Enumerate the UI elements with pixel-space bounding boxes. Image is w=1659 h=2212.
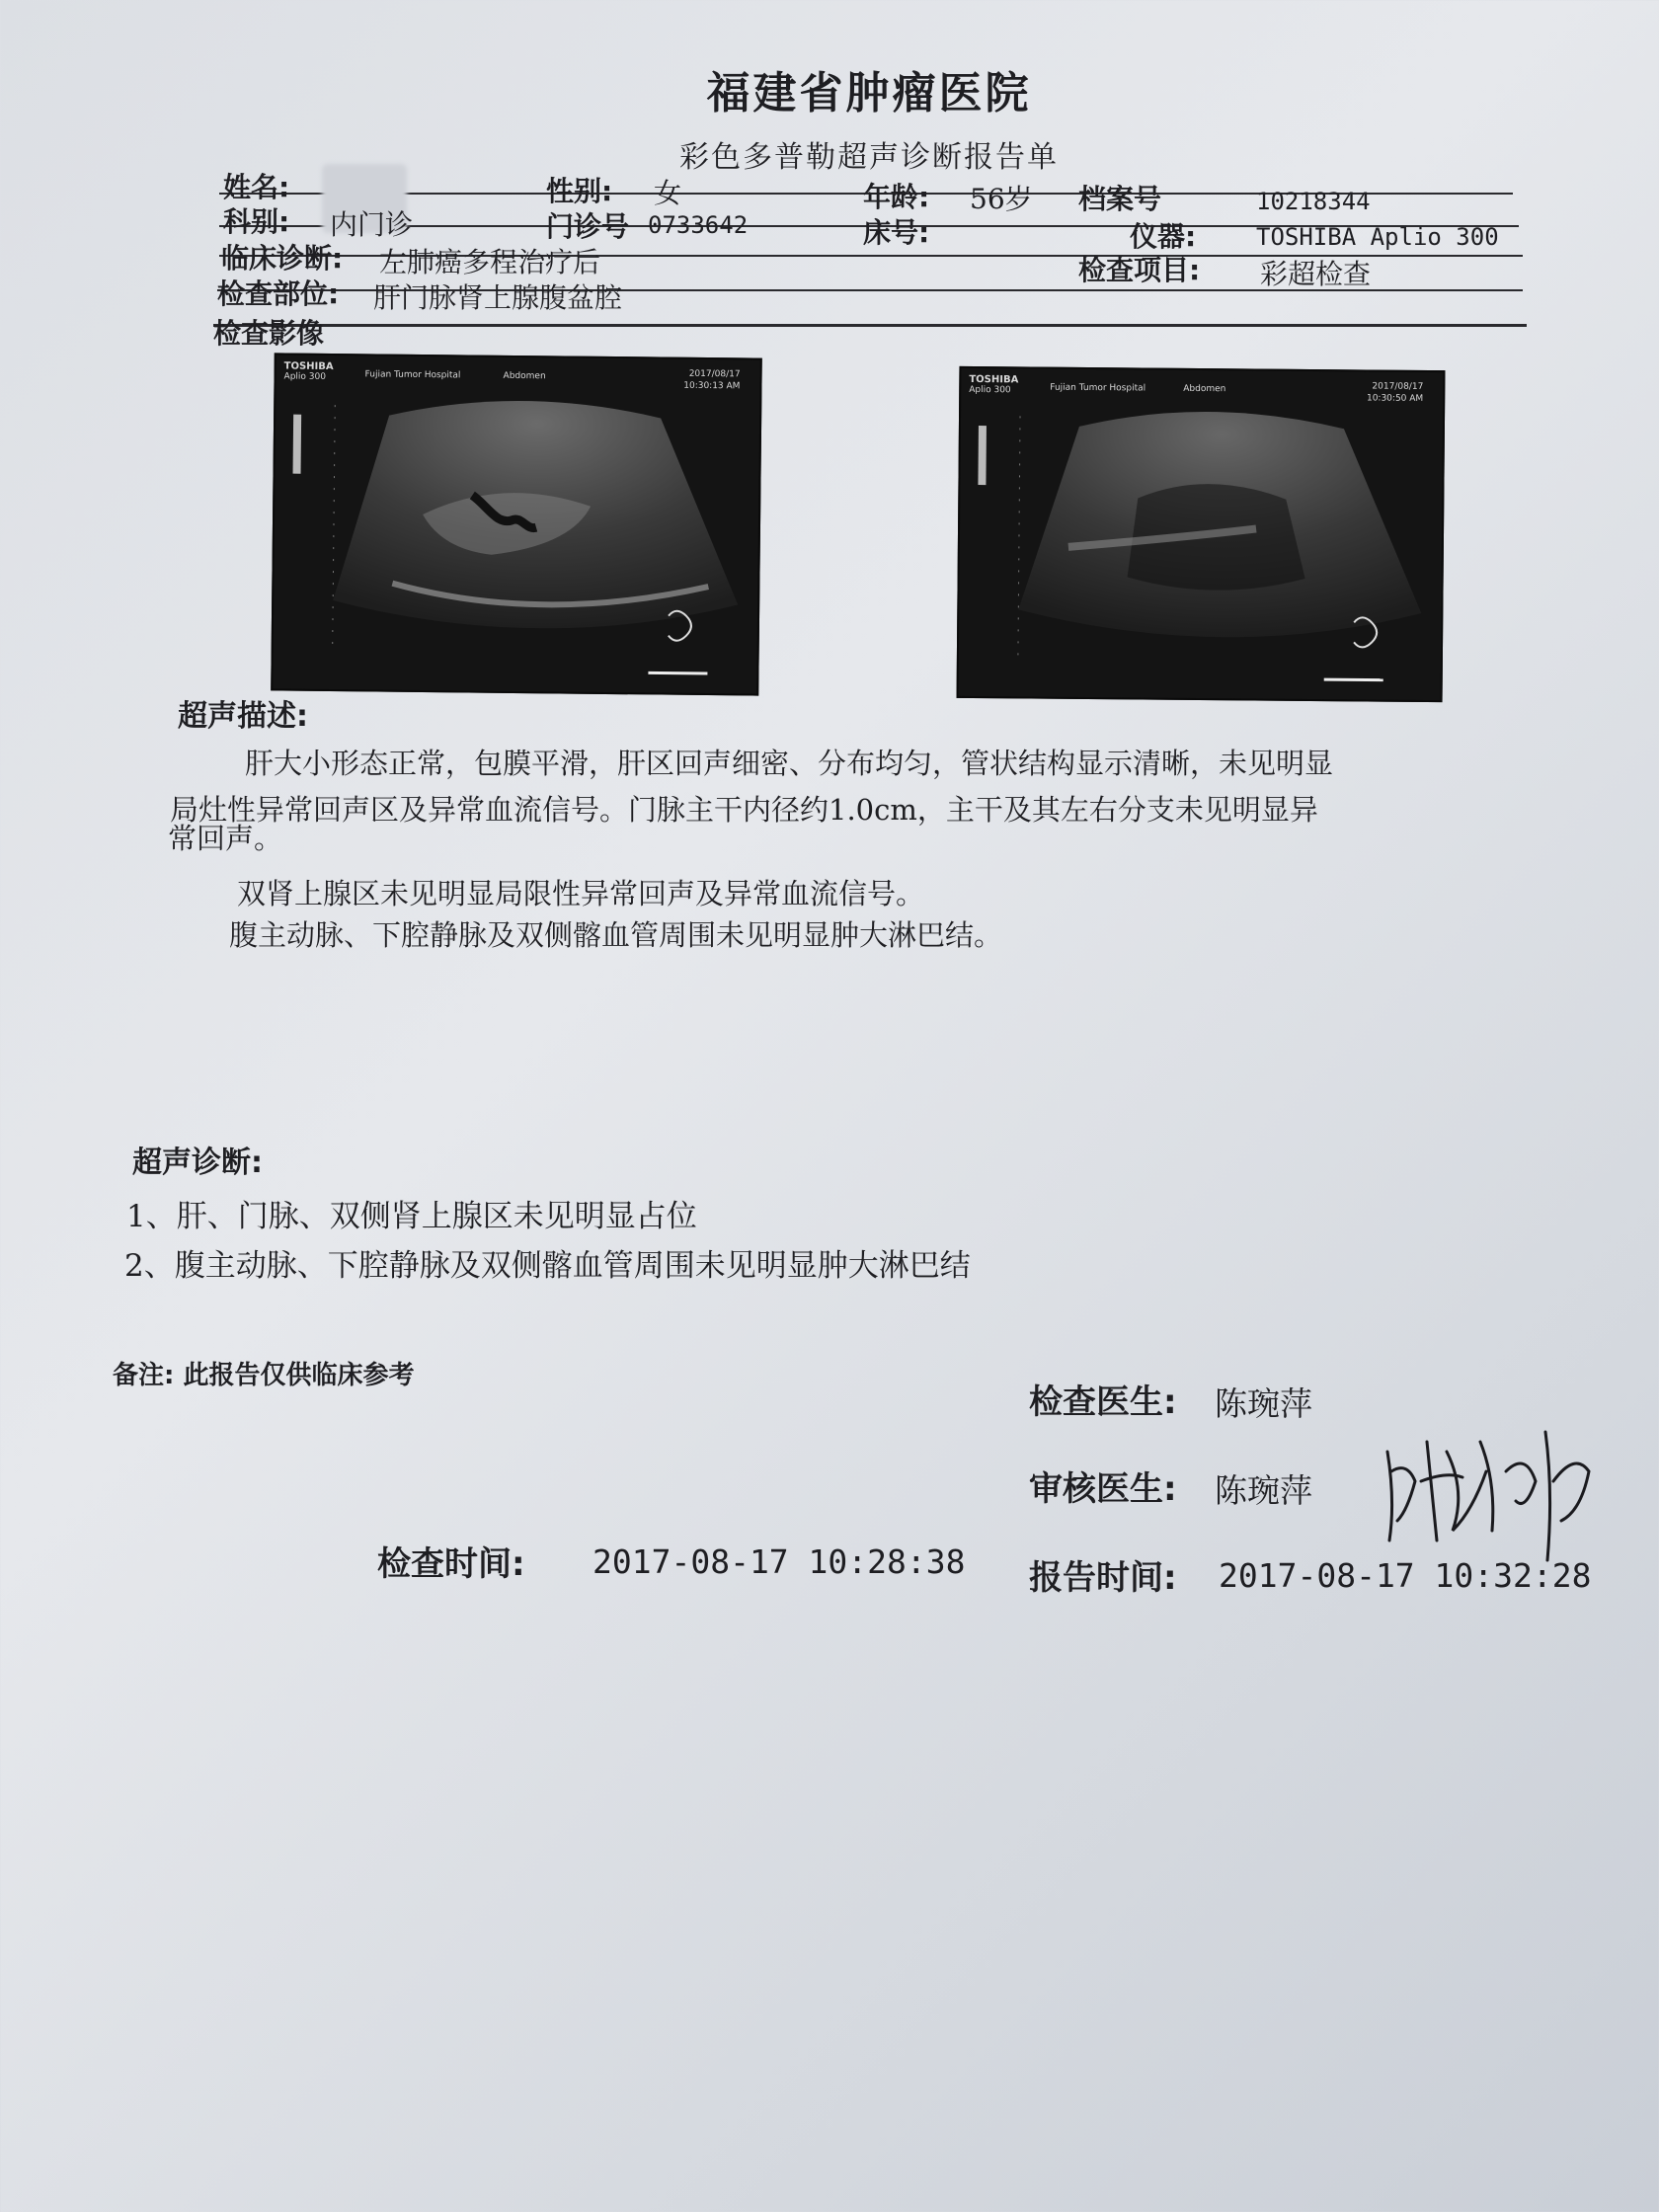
gender-label: 性别: xyxy=(546,175,613,207)
clinical-dx-value: 左肺癌多程治疗后 xyxy=(379,246,601,278)
brand-left: TOSHIBA xyxy=(283,360,334,373)
report-time-label: 报告时间: xyxy=(1029,1558,1177,1598)
date-left: 2017/08/17 xyxy=(688,368,741,380)
diagnosis-label: 超声诊断: xyxy=(132,1146,263,1180)
dept-label: 科别: xyxy=(223,205,290,238)
diagnosis-item-1: 1、肝、门脉、双侧肾上腺区未见明显占位 xyxy=(126,1199,697,1234)
file-no-value: 10218344 xyxy=(1256,188,1371,215)
instrument-label: 仪器: xyxy=(1130,220,1197,253)
description-line-3: 常回声。 xyxy=(168,822,283,855)
reviewer-label: 审核医生: xyxy=(1029,1469,1177,1509)
name-label: 姓名: xyxy=(223,171,290,203)
time-left: 10:30:13 AM xyxy=(683,380,741,392)
ultrasound-header-right xyxy=(961,368,1443,428)
exam-item-value: 彩超检查 xyxy=(1260,258,1372,290)
disclaimer-note: 备注: 此报告仅供临床参考 xyxy=(113,1361,415,1390)
hospital-right: Fujian Tumor Hospital xyxy=(1050,382,1146,394)
images-label: 检查影像 xyxy=(213,317,325,350)
instrument-value: TOSHIBA Aplio 300 xyxy=(1256,223,1499,251)
exam-site-value: 肝门脉肾上腺腹盆腔 xyxy=(373,281,623,314)
ultrasound-header-left xyxy=(276,355,760,415)
model-right: Aplio 300 xyxy=(969,384,1011,396)
examiner-value: 陈琬萍 xyxy=(1215,1384,1312,1423)
rule-line xyxy=(213,324,1527,327)
clinic-no-value: 0733642 xyxy=(648,211,749,239)
exam-site-label: 检查部位: xyxy=(217,277,340,310)
signature-icon xyxy=(1378,1412,1615,1570)
age-label: 年龄: xyxy=(863,181,930,213)
description-label: 超声描述: xyxy=(178,699,308,734)
bed-label: 床号: xyxy=(863,216,930,249)
exam-item-label: 检查项目: xyxy=(1078,254,1201,286)
report-time-value: 2017-08-17 10:32:28 xyxy=(1219,1556,1592,1595)
time-right: 10:30:50 AM xyxy=(1366,393,1424,404)
gender-value: 女 xyxy=(654,177,682,209)
date-right: 2017/08/17 xyxy=(1372,381,1424,392)
clinic-no-label: 门诊号 xyxy=(546,210,630,243)
dept-value: 内门诊 xyxy=(330,208,414,241)
hospital-left: Fujian Tumor Hospital xyxy=(364,369,461,381)
ultrasound-image-left xyxy=(271,353,762,695)
description-line-5: 腹主动脉、下腔静脉及双侧髂血管周围未见明显肿大淋巴结。 xyxy=(229,918,1003,952)
preset-left: Abdomen xyxy=(503,370,546,382)
reviewer-value: 陈琬萍 xyxy=(1215,1471,1312,1510)
description-line-4: 双肾上腺区未见明显局限性异常回声及异常血流信号。 xyxy=(237,877,925,910)
ultrasound-image-right xyxy=(957,366,1446,702)
description-line-2: 局灶性异常回声区及异常血流信号。门脉主干内径约1.0cm，主干及其左右分支未见明显异 xyxy=(170,793,1318,827)
description-line-1: 肝大小形态正常，包膜平滑，肝区回声细密、分布均匀，管状结构显示清晰，未见明显 xyxy=(245,747,1334,780)
exam-time-label: 检查时间: xyxy=(377,1544,525,1584)
clinical-dx-label: 临床诊断: xyxy=(221,242,344,275)
hospital-name: 福建省肿瘤医院 xyxy=(706,68,1032,118)
examiner-label: 检查医生: xyxy=(1029,1382,1177,1422)
reviewer-signature xyxy=(1378,1412,1615,1574)
exam-time-value: 2017-08-17 10:28:38 xyxy=(592,1542,966,1581)
age-value: 56岁 xyxy=(970,183,1033,215)
diagnosis-item-2: 2、腹主动脉、下腔静脉及双侧髂血管周围未见明显肿大淋巴结 xyxy=(124,1248,971,1284)
preset-right: Abdomen xyxy=(1183,383,1226,395)
file-no-label: 档案号 xyxy=(1078,183,1162,215)
brand-right: TOSHIBA xyxy=(969,373,1019,386)
model-left: Aplio 300 xyxy=(283,371,327,382)
report-title: 彩色多普勒超声诊断报告单 xyxy=(679,140,1059,175)
